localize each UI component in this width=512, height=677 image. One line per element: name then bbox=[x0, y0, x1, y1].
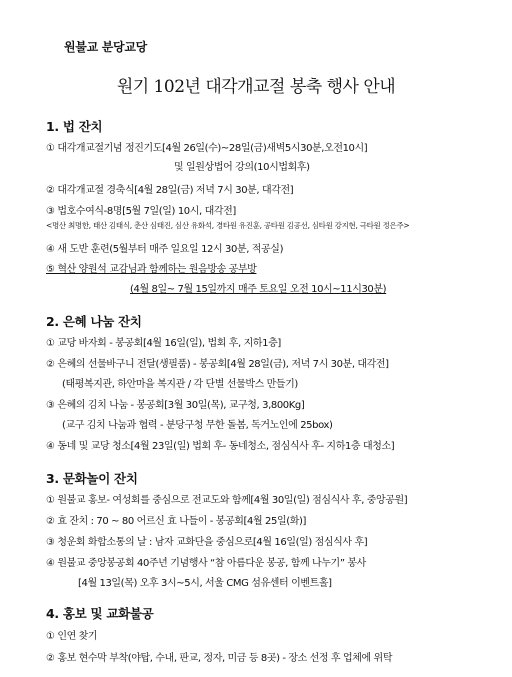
section-4-line: ② 홍보 현수막 부착(야탑, 수내, 판교, 정자, 미금 등 8곳) - 장소 선정 후 업체에 위탁 bbox=[46, 653, 393, 664]
document-title: 원기 102년 대각개교절 봉축 행사 안내 bbox=[116, 77, 396, 97]
section-1-line: (4월 8일~ 7월 15일까지 매주 토요일 오전 10시~11시30분) bbox=[130, 284, 387, 295]
section-1-line: ④ 새 도반 훈련(5월부터 매주 일요일 12시 30분, 적공실) bbox=[46, 244, 284, 255]
section-3-line: [4월 13일(목) 오후 3시~5시, 서울 CMG 섬유센터 이벤트홀] bbox=[78, 578, 332, 589]
section-3-line: ③ 청운회 화합소통의 날 : 남자 교화단을 중심으로[4월 16일(일) 점심식사 후] bbox=[46, 537, 368, 548]
section-1-line: ⑤ 혁산 양원석 교감님과 함께하는 원음방송 공부방 bbox=[46, 264, 257, 275]
section-4-line: ① 인연 찾기 bbox=[46, 631, 98, 642]
section-2-line: ② 은혜의 선물바구니 전달(생필품) - 봉공회[4월 28일(금), 저녁 7시 30분, 대각전] bbox=[46, 359, 389, 370]
section-3-line: ② 효 잔치 : 70 ~ 80 어르신 효 나들이 - 봉공회[4월 25일(화)] bbox=[46, 516, 306, 527]
organization-name: 원불교 분당교당 bbox=[64, 40, 147, 54]
section-3-line: ① 원불교 홍보- 여성회를 중심으로 전교도와 함께[4월 30일(일) 점심식사 후, 중앙공원] bbox=[46, 495, 408, 506]
section-1-line: 및 일원상법어 강의(10시법회후) bbox=[174, 162, 310, 173]
section-1-line: <명산 최명한, 태산 김태식, 춘산 심태진, 심산 유화석, 경타원 유진훈, 공타원 김공선, 심타원 강지현, 극타원 정은주> bbox=[46, 221, 410, 230]
section-2-line: ③ 은혜의 김치 나눔 - 봉공회[3월 30일(목), 교구청, 3,800Kg] bbox=[46, 400, 305, 411]
section-1-line: ② 대각개교절 경축식[4월 28일(금) 저녁 7시 30분, 대각전] bbox=[46, 185, 294, 196]
section-heading-2: 2. 은혜 나눔 잔치 bbox=[46, 314, 142, 329]
section-2-line: ④ 동네 및 교당 청소[4월 23일(일) 법회 후- 동네청소, 점심식사 후- 지하1층 대청소] bbox=[46, 441, 395, 452]
section-heading-3: 3. 문화놀이 잔치 bbox=[46, 471, 138, 486]
section-2-line: ① 교당 바자회 - 봉공회[4월 16일(일), 법회 후, 지하1층] bbox=[46, 338, 281, 349]
section-1-line: ① 대각개교절기념 정진기도[4월 26일(수)~28일(금)새벽5시30분,오전10시] bbox=[46, 143, 368, 154]
section-heading-4: 4. 홍보 및 교화불공 bbox=[46, 606, 154, 621]
section-heading-1: 1. 법 잔치 bbox=[46, 119, 103, 134]
section-3-line: ④ 원불교 중앙봉공회 40주년 기념행사 “참 아름다운 봉공, 함께 나누기” 봉사 bbox=[46, 558, 366, 569]
section-1-line: ③ 법호수여식-8명[5월 7일(일) 10시, 대각전] bbox=[46, 206, 236, 217]
section-2-line: (교구 김치 나눔과 협력 - 분당구청 무한 돌봄, 독거노인에 25box) bbox=[62, 420, 333, 431]
section-2-line: (태평복지관, 하안마을 복지관 / 각 단별 선물박스 만들기) bbox=[62, 379, 298, 390]
